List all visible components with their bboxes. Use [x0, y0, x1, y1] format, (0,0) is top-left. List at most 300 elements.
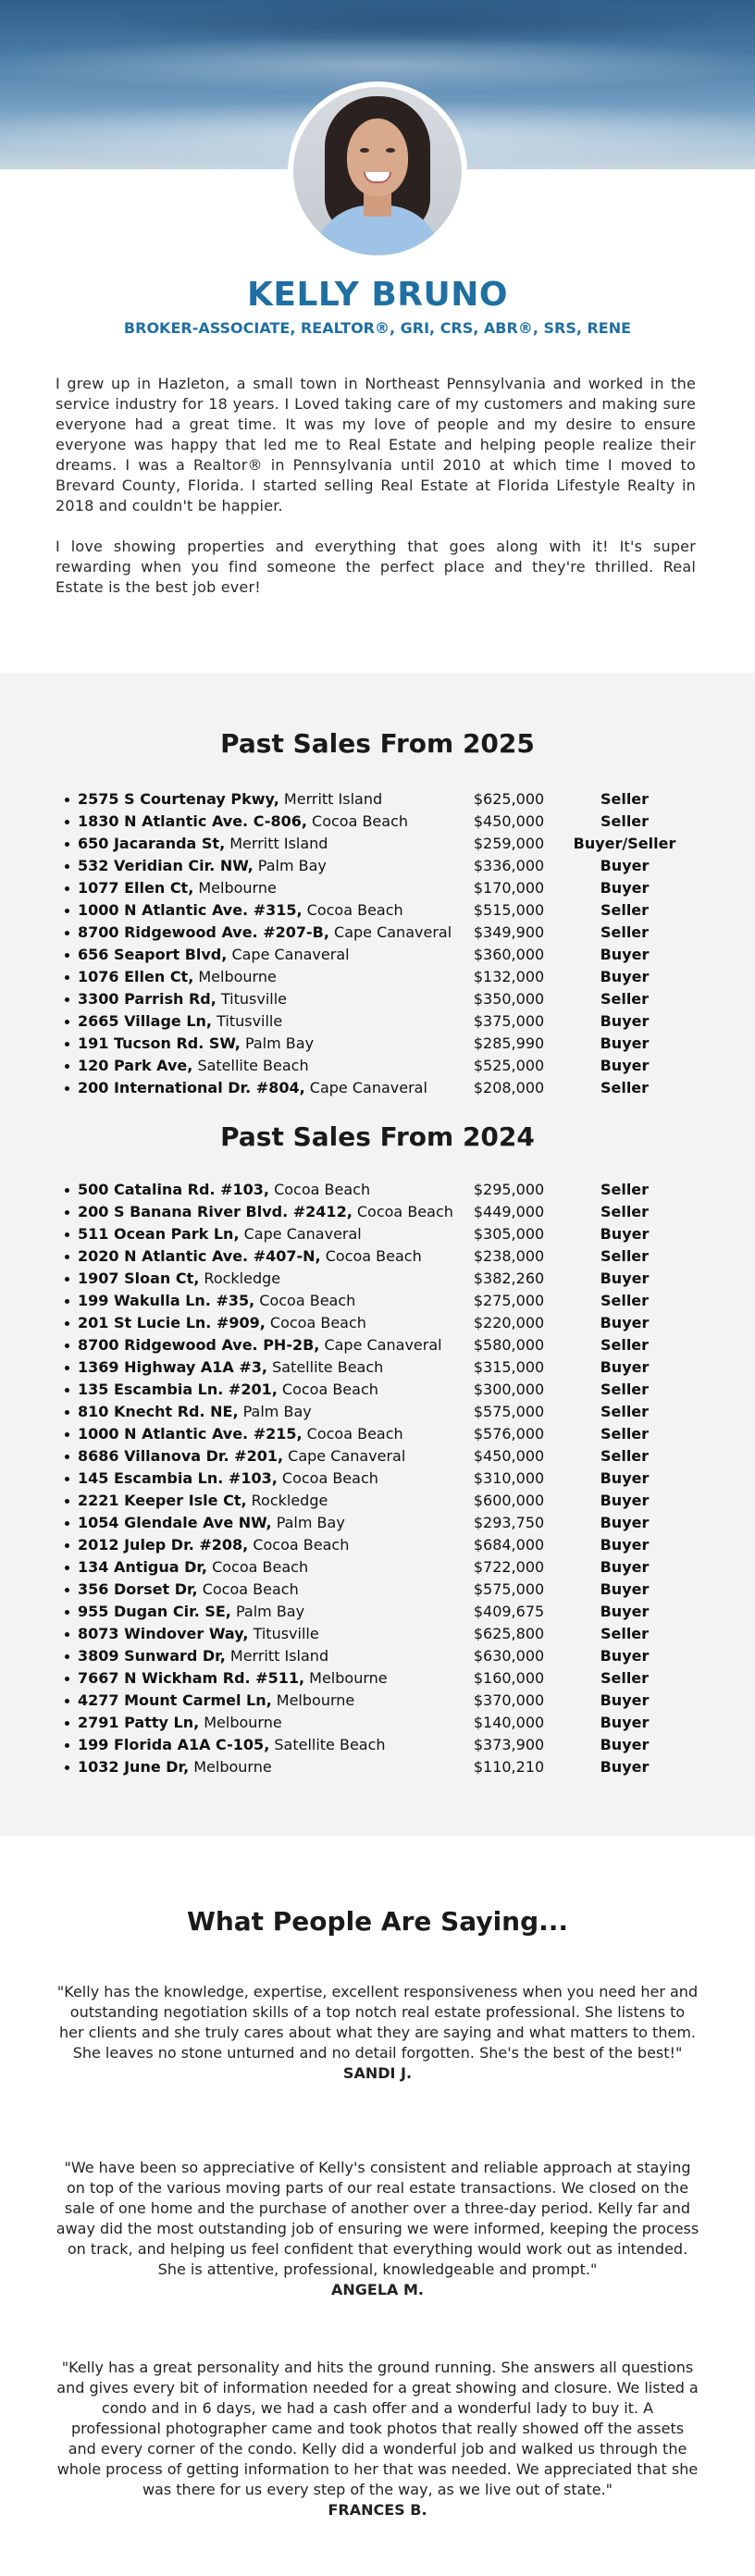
sale-price: $625,800 — [473, 1625, 545, 1642]
sale-role: Buyer — [600, 1012, 650, 1030]
sale-city: Melbourne — [309, 1669, 388, 1687]
sale-street: 356 Dorset Dr, — [78, 1580, 198, 1598]
sale-address — [78, 811, 408, 833]
sale-row — [56, 1334, 703, 1356]
sale-address — [78, 1712, 282, 1734]
bullet-icon — [65, 1344, 69, 1348]
sale-address — [78, 1556, 308, 1579]
sale-city: Titusville — [217, 1012, 283, 1030]
sale-price: $336,000 — [473, 857, 545, 874]
bullet-icon — [65, 1299, 69, 1304]
bullet-icon — [65, 842, 69, 847]
sales-2025-list — [56, 788, 703, 1099]
sale-address — [78, 1512, 345, 1534]
sale-city: Cocoa Beach — [253, 1536, 350, 1554]
sale-street: 955 Dugan Cir. SE, — [78, 1603, 231, 1620]
sale-price: $170,000 — [473, 879, 545, 897]
sale-city: Titusville — [220, 990, 288, 1008]
sale-street: 1000 N Atlantic Ave. #315, — [78, 901, 303, 919]
sale-role: Seller — [600, 1336, 650, 1354]
sale-address — [78, 1290, 355, 1312]
bullet-icon — [65, 864, 69, 869]
bullet-icon — [65, 1210, 69, 1215]
sale-address — [78, 1379, 378, 1401]
sale-street: 145 Escambia Ln. #103, — [78, 1469, 278, 1487]
sale-role: Buyer — [600, 1034, 650, 1052]
sale-city: Cocoa Beach — [202, 1580, 299, 1598]
sale-row — [56, 1690, 703, 1712]
sale-role: Buyer — [600, 1758, 650, 1776]
sale-city: Titusville — [253, 1625, 319, 1642]
sale-price: $575,000 — [473, 1403, 545, 1420]
sale-price: $349,900 — [473, 923, 545, 941]
sale-address — [78, 1356, 383, 1379]
sale-city: Satellite Beach — [274, 1736, 386, 1753]
sale-price: $382,260 — [473, 1269, 545, 1287]
sale-street: 191 Tucson Rd. SW, — [78, 1034, 241, 1052]
sale-row — [56, 1534, 703, 1556]
sale-street: 2575 S Courtenay Pkwy, — [78, 790, 279, 808]
sale-row — [56, 1356, 703, 1379]
sale-role: Buyer — [600, 1314, 650, 1331]
bullet-icon — [65, 1677, 69, 1681]
sale-role: Buyer — [600, 1269, 650, 1287]
sale-role: Buyer — [600, 1736, 650, 1753]
sale-address — [78, 1179, 370, 1201]
sale-role: Buyer — [600, 968, 650, 985]
sale-role: Buyer — [600, 1603, 650, 1620]
sale-row — [56, 1401, 703, 1423]
sale-city: Rockledge — [251, 1492, 328, 1509]
sale-row — [56, 1290, 703, 1312]
sale-row — [56, 1445, 703, 1468]
sale-address — [78, 1667, 388, 1690]
sales-2024-list — [56, 1179, 703, 1778]
sale-row — [56, 811, 703, 833]
sale-address — [78, 855, 327, 877]
bullet-icon — [65, 1455, 69, 1459]
sale-row — [56, 877, 703, 899]
sale-row — [56, 833, 703, 855]
sale-address — [78, 1445, 405, 1468]
sale-address — [78, 833, 328, 855]
sale-city: Melbourne — [198, 879, 277, 897]
sale-role: Seller — [600, 1625, 650, 1642]
sale-city: Melbourne — [276, 1691, 355, 1709]
bullet-icon — [65, 1232, 69, 1237]
sale-address — [78, 1534, 349, 1556]
testimonial — [56, 1982, 699, 2084]
sale-price: $140,000 — [473, 1714, 545, 1731]
sale-price: $300,000 — [473, 1381, 545, 1398]
sale-role: Seller — [600, 1381, 650, 1398]
sale-role: Seller — [600, 1292, 650, 1309]
sale-street: 8700 Ridgewood Ave. PH-2B, — [78, 1336, 320, 1354]
sale-price: $375,000 — [473, 1012, 545, 1030]
sale-address — [78, 988, 287, 1010]
sale-street: 7667 N Wickham Rd. #511, — [78, 1669, 305, 1687]
bullet-icon — [65, 1321, 69, 1326]
sale-price: $450,000 — [473, 812, 545, 830]
sale-address — [78, 877, 277, 899]
sale-role: Seller — [600, 812, 650, 830]
sale-address — [78, 899, 403, 922]
sale-price: $285,990 — [473, 1034, 545, 1052]
sale-street: 1369 Highway A1A #3, — [78, 1358, 267, 1376]
sale-city: Cape Canaveral — [324, 1336, 442, 1354]
sale-address — [78, 1334, 442, 1356]
sale-price: $360,000 — [473, 946, 545, 963]
sale-role: Seller — [600, 790, 650, 808]
sale-role: Buyer — [600, 1691, 650, 1709]
testimonial-quote: "Kelly has a great personality and hits the ground running. She answers all questions and gives every bit of information needed for a great showing and closure. We listed a condo and in 6 days, we had a cash offer and a wonderful lady to buy it. A professional photographer came and took photos that really showed off the assets and every corner of the condo. Kelly did a wonderful job and walked us through the whole process of getting information to her that was needed. We appreciated that she was there for us every step of the way, as we live out of state." — [56, 2359, 699, 2498]
bullet-icon — [65, 1366, 69, 1370]
bullet-icon — [65, 1432, 69, 1437]
sale-price: $259,000 — [473, 835, 545, 852]
bullet-icon — [65, 886, 69, 891]
sale-street: 3809 Sunward Dr, — [78, 1647, 226, 1665]
testimonial-author: FRANCES B. — [328, 2501, 427, 2519]
sale-row — [56, 1712, 703, 1734]
sale-price: $293,750 — [473, 1514, 545, 1531]
sale-city: Cocoa Beach — [269, 1314, 366, 1331]
sale-role: Seller — [600, 990, 650, 1008]
sale-street: 2012 Julep Dr. #208, — [78, 1536, 249, 1554]
bullet-icon — [65, 1632, 69, 1637]
sale-city: Palm Bay — [235, 1603, 305, 1620]
sale-address — [78, 1468, 378, 1490]
agent-name: KELLY BRUNO — [247, 276, 508, 314]
bullet-icon — [65, 1588, 69, 1592]
sale-street: 1907 Sloan Ct, — [78, 1269, 200, 1287]
sale-price: $625,000 — [473, 790, 545, 808]
sale-street: 8700 Ridgewood Ave. #207-B, — [78, 923, 329, 941]
sale-row — [56, 1379, 703, 1401]
sale-row — [56, 1201, 703, 1223]
sale-street: 1000 N Atlantic Ave. #215, — [78, 1425, 303, 1443]
sale-price: $515,000 — [473, 901, 545, 919]
sale-role: Buyer — [600, 946, 650, 963]
sale-price: $220,000 — [473, 1314, 545, 1331]
sale-city: Cocoa Beach — [274, 1181, 371, 1198]
sale-street: 200 International Dr. #804, — [78, 1079, 305, 1096]
sale-address — [78, 1401, 312, 1423]
sale-price: $575,000 — [473, 1580, 545, 1598]
sale-price: $370,000 — [473, 1691, 545, 1709]
bullet-icon — [65, 953, 69, 958]
sales-2024-title: Past Sales From 2024 — [220, 1121, 535, 1152]
sale-street: 2020 N Atlantic Ave. #407-N, — [78, 1247, 321, 1265]
sale-street: 511 Ocean Park Ln, — [78, 1225, 240, 1243]
sale-row — [56, 1010, 703, 1033]
bullet-icon — [65, 997, 69, 1002]
sale-street: 656 Seaport Blvd, — [78, 946, 228, 963]
sale-address — [78, 1423, 403, 1445]
sale-role: Seller — [600, 1247, 650, 1265]
sale-address — [78, 1055, 309, 1077]
sale-address — [78, 1201, 453, 1223]
sale-row — [56, 988, 703, 1010]
sale-address — [78, 1601, 304, 1623]
sale-street: 650 Jacaranda St, — [78, 835, 226, 852]
sale-row — [56, 1623, 703, 1645]
sale-row — [56, 1179, 703, 1201]
sale-address — [78, 1312, 366, 1334]
sale-street: 135 Escambia Ln. #201, — [78, 1381, 278, 1398]
bullet-icon — [65, 1499, 69, 1504]
bullet-icon — [65, 1743, 69, 1748]
sale-role: Buyer — [600, 1558, 650, 1576]
sale-city: Satellite Beach — [197, 1057, 309, 1074]
sale-address — [78, 1645, 328, 1667]
sale-street: 3300 Parrish Rd, — [78, 990, 217, 1008]
sale-row — [56, 1245, 703, 1268]
sale-city: Palm Bay — [242, 1403, 312, 1420]
sale-row — [56, 1077, 703, 1099]
sale-role: Buyer — [600, 879, 650, 897]
bullet-icon — [65, 1188, 69, 1193]
sale-address — [78, 1010, 282, 1033]
sale-role: Seller — [600, 1669, 650, 1687]
sale-price: $310,000 — [473, 1469, 545, 1487]
sale-role: Buyer — [600, 857, 650, 874]
sale-address — [78, 922, 452, 944]
sale-city: Cocoa Beach — [306, 901, 403, 919]
sale-role: Seller — [600, 1181, 650, 1198]
sale-street: 200 S Banana River Blvd. #2412, — [78, 1203, 353, 1220]
sale-role: Seller — [600, 1203, 650, 1220]
sale-street: 1054 Glendale Ave NW, — [78, 1514, 272, 1531]
sale-role: Seller — [600, 1403, 650, 1420]
sale-row — [56, 1601, 703, 1623]
sale-city: Palm Bay — [257, 857, 327, 874]
testimonials-section — [0, 1906, 755, 2519]
sale-city: Palm Bay — [276, 1514, 345, 1531]
sale-city: Merritt Island — [229, 835, 328, 852]
sale-price: $630,000 — [473, 1647, 545, 1665]
sale-role: Buyer — [600, 1358, 650, 1376]
sale-city: Cape Canaveral — [243, 1225, 362, 1243]
sale-city: Melbourne — [193, 1758, 272, 1776]
sale-address — [78, 1579, 299, 1601]
sale-address — [78, 1223, 362, 1245]
bullet-icon — [65, 909, 69, 913]
bullet-icon — [65, 1388, 69, 1393]
sale-role: Buyer — [600, 1514, 650, 1531]
sale-address — [78, 1623, 319, 1645]
sale-row — [56, 1268, 703, 1290]
sale-street: 4277 Mount Carmel Ln, — [78, 1691, 272, 1709]
testimonial-quote: "We have been so appreciative of Kelly's consistent and reliable approach at staying on top of the various moving parts of our real estate transactions. We closed on the sale of one home and the purchase of another over a three-day period. Kelly far and away did the most outstanding job of ensuring we were informed, keeping the process on track, and helping us feel confident that everything would work out as intended. She is attentive, professional, knowledgeable and prompt." — [56, 2159, 699, 2278]
sales-2025-title: Past Sales From 2025 — [220, 728, 535, 759]
sale-price: $160,000 — [473, 1669, 545, 1687]
sale-row — [56, 922, 703, 944]
sale-price: $600,000 — [473, 1492, 545, 1509]
sale-price: $305,000 — [473, 1225, 545, 1243]
bullet-icon — [65, 798, 69, 802]
sale-row — [56, 1756, 703, 1778]
sale-city: Melbourne — [204, 1714, 282, 1731]
bullet-icon — [65, 975, 69, 980]
sale-price: $315,000 — [473, 1358, 545, 1376]
sale-address — [78, 966, 277, 988]
sale-city: Cocoa Beach — [312, 812, 409, 830]
bio-paragraph: I love showing properties and everything that goes along with it! It's super rewarding when you find someone the perfect place and they're thrilled. Real Estate is the best job ever! — [56, 538, 696, 596]
sale-role: Buyer — [600, 1647, 650, 1665]
sale-role: Seller — [600, 923, 650, 941]
sale-street: 1076 Ellen Ct, — [78, 968, 194, 985]
sale-price: $275,000 — [473, 1292, 545, 1309]
sale-row — [56, 1645, 703, 1667]
sale-street: 2791 Patty Ln, — [78, 1714, 200, 1731]
sale-city: Satellite Beach — [272, 1358, 384, 1376]
bullet-icon — [65, 1721, 69, 1726]
sale-price: $208,000 — [473, 1079, 545, 1096]
testimonial-author: ANGELA M. — [331, 2281, 424, 2298]
sale-city: Merritt Island — [229, 1647, 329, 1665]
sale-city: Cape Canaveral — [231, 946, 350, 963]
sale-role: Buyer — [600, 1714, 650, 1731]
sale-role: Seller — [600, 1447, 650, 1465]
bullet-icon — [65, 820, 69, 824]
sale-street: 810 Knecht Rd. NE, — [78, 1403, 239, 1420]
sale-city: Cocoa Beach — [212, 1558, 309, 1576]
sale-street: 201 St Lucie Ln. #909, — [78, 1314, 266, 1331]
sale-row — [56, 1667, 703, 1690]
sale-street: 120 Park Ave, — [78, 1057, 193, 1074]
sale-role: Buyer — [600, 1536, 650, 1554]
bullet-icon — [65, 1042, 69, 1046]
sale-price: $684,000 — [473, 1536, 545, 1554]
bullet-icon — [65, 1566, 69, 1570]
sale-city: Cocoa Beach — [306, 1425, 403, 1443]
bullet-icon — [65, 1610, 69, 1615]
sale-price: $409,675 — [473, 1603, 545, 1620]
sale-city: Cocoa Beach — [281, 1381, 378, 1398]
sale-city: Cocoa Beach — [325, 1247, 422, 1265]
sale-role: Buyer — [600, 1580, 650, 1598]
sale-price: $350,000 — [473, 990, 545, 1008]
sale-row — [56, 1512, 703, 1534]
sale-price: $295,000 — [473, 1181, 545, 1198]
sale-row — [56, 899, 703, 922]
sale-city: Cocoa Beach — [259, 1292, 356, 1309]
sale-street: 500 Catalina Rd. #103, — [78, 1181, 269, 1198]
sale-price: $576,000 — [473, 1425, 545, 1443]
sale-street: 532 Veridian Cir. NW, — [78, 857, 254, 874]
bullet-icon — [65, 1064, 69, 1069]
sale-price: $450,000 — [473, 1447, 545, 1465]
bullet-icon — [65, 1255, 69, 1259]
sale-address — [78, 944, 350, 966]
testimonial-quote: "Kelly has the knowledge, expertise, excellent responsiveness when you need her and outstanding negotiation skills of a top notch real estate professional. She listens to her clients and she truly cares about what they are saying and what matters to them. She leaves no stone unturned and no detail forgotten. She's the best of the best!" — [56, 1983, 699, 2062]
sale-price: $722,000 — [473, 1558, 545, 1576]
sale-city: Palm Bay — [244, 1034, 315, 1052]
past-sales-section — [0, 673, 755, 1837]
sale-address — [78, 1245, 422, 1268]
testimonial — [56, 2358, 699, 2520]
agent-avatar — [288, 81, 467, 261]
sale-row — [56, 1423, 703, 1445]
sale-price: $238,000 — [473, 1247, 545, 1265]
bullet-icon — [65, 1086, 69, 1091]
sale-price: $525,000 — [473, 1057, 545, 1074]
sale-row — [56, 1734, 703, 1756]
sale-role: Buyer — [600, 1492, 650, 1509]
sale-price: $449,000 — [473, 1203, 545, 1220]
agent-bio — [56, 374, 696, 598]
sale-row — [56, 1556, 703, 1579]
bullet-icon — [65, 1765, 69, 1770]
bullet-icon — [65, 1543, 69, 1548]
sale-address — [78, 788, 382, 811]
sale-address — [78, 1734, 386, 1756]
sale-address — [78, 1268, 280, 1290]
sale-price: $110,210 — [473, 1758, 545, 1776]
sale-address — [78, 1033, 314, 1055]
sale-address — [78, 1077, 427, 1099]
sale-row — [56, 966, 703, 988]
sale-row — [56, 1223, 703, 1245]
bullet-icon — [65, 931, 69, 935]
sale-address — [78, 1490, 328, 1512]
bio-paragraph: I grew up in Hazleton, a small town in Northeast Pennsylvania and worked in the service industry for 18 years. I Loved taking care of my customers and making sure everyone had a great time. It was my love of people and my desire to ensure everyone was happy that led me to Real Estate and helping people realize their dreams. I was a Realtor® in Pennsylvania until 2010 at which time I moved to Brevard County, Florida. I started selling Real Estate at Florida Lifestyle Realty in 2018 and couldn't be happier. — [56, 375, 696, 514]
bullet-icon — [65, 1277, 69, 1282]
sale-city: Cape Canaveral — [309, 1079, 427, 1096]
sale-street: 199 Wakulla Ln. #35, — [78, 1292, 255, 1309]
sale-street: 2665 Village Ln, — [78, 1012, 212, 1030]
bullet-icon — [65, 1410, 69, 1415]
sale-role: Seller — [600, 1079, 650, 1096]
sale-row — [56, 1033, 703, 1055]
sale-city: Cape Canaveral — [334, 923, 452, 941]
testimonial-author: SANDI J. — [342, 2064, 413, 2082]
sale-street: 1830 N Atlantic Ave. C-806, — [78, 812, 307, 830]
sale-role: Buyer/Seller — [573, 835, 676, 852]
agent-credentials: BROKER-ASSOCIATE, REALTOR®, GRI, CRS, ABR®, SRS, RENE — [123, 319, 632, 337]
sale-city: Merritt Island — [283, 790, 383, 808]
bullet-icon — [65, 1477, 69, 1481]
sale-street: 1032 June Dr, — [78, 1758, 190, 1776]
sale-role: Seller — [600, 901, 650, 919]
sale-city: Cocoa Beach — [356, 1203, 453, 1220]
sale-row — [56, 1312, 703, 1334]
sale-row — [56, 1055, 703, 1077]
bullet-icon — [65, 1020, 69, 1024]
sale-street: 134 Antigua Dr, — [78, 1558, 207, 1576]
sale-row — [56, 1490, 703, 1512]
sale-street: 8686 Villanova Dr. #201, — [78, 1447, 284, 1465]
sale-street: 1077 Ellen Ct, — [78, 879, 194, 897]
sale-city: Cape Canaveral — [288, 1447, 406, 1465]
sale-role: Buyer — [600, 1225, 650, 1243]
sale-price: $132,000 — [473, 968, 545, 985]
sale-city: Rockledge — [204, 1269, 281, 1287]
sale-role: Buyer — [600, 1057, 650, 1074]
sale-row — [56, 1468, 703, 1490]
bullet-icon — [65, 1521, 69, 1526]
sale-city: Melbourne — [198, 968, 277, 985]
sale-street: 199 Florida A1A C-105, — [78, 1736, 270, 1753]
sale-address — [78, 1756, 272, 1778]
sale-row — [56, 944, 703, 966]
testimonials-title: What People Are Saying... — [186, 1906, 569, 1937]
sale-price: $373,900 — [473, 1736, 545, 1753]
bullet-icon — [65, 1654, 69, 1659]
testimonial — [56, 2158, 699, 2300]
sale-city: Cocoa Beach — [281, 1469, 378, 1487]
sale-role: Buyer — [600, 1469, 650, 1487]
